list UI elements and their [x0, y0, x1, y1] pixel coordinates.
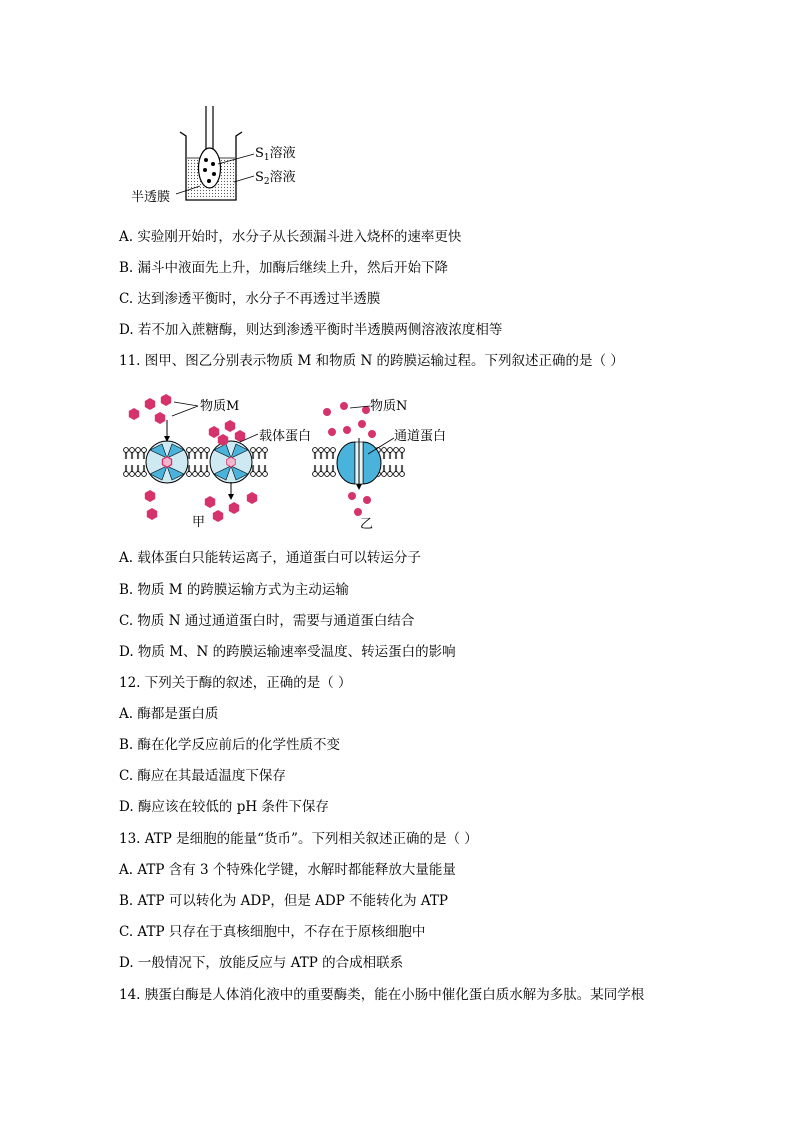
- label-channel-protein: 通道蛋白: [394, 429, 447, 444]
- q10-option-b: B. 漏斗中液面先上升，加酶后继续上升，然后开始下降: [119, 260, 449, 276]
- q13-option-a: A. ATP 含有 3 个特殊化学键，水解时都能释放大量能量: [119, 862, 456, 878]
- q12-stem: 12. 下列关于酶的叙述，正确的是（ ）: [119, 675, 352, 691]
- q10-option-c: C. 达到渗透平衡时，水分子不再透过半透膜: [119, 291, 381, 307]
- membrane-label: 半透膜: [131, 190, 171, 204]
- s2-label: $S_2$溶液: [255, 170, 296, 187]
- q11-stem: 11. 图甲、图乙分别表示物质 M 和物质 N 的跨膜运输过程。下列叙述正确的是（ ）: [119, 353, 624, 369]
- q11-option-b: B. 物质 M 的跨膜运输方式为主动运输: [119, 582, 349, 598]
- q14-stem: 14. 胰蛋白酶是人体消化液中的重要酶类，能在小肠中催化蛋白质水解为多肽。某同学根: [119, 987, 645, 1003]
- q12-option-a: A. 酶都是蛋白质: [119, 706, 219, 722]
- q13-stem: 13. ATP 是细胞的能量“货币”。下列相关叙述正确的是（ ）: [119, 831, 478, 847]
- q13-option-d: D. 一般情况下，放能反应与 ATP 的合成相联系: [119, 955, 404, 971]
- q11-option-d: D. 物质 M、N 的跨膜运输速率受温度、转运蛋白的影响: [119, 644, 456, 660]
- q10-option-d: D. 若不加入蔗糖酶，则达到渗透平衡时半透膜两侧溶液浓度相等: [119, 322, 503, 338]
- label-substance-n: 物质N: [370, 399, 408, 414]
- q10-option-a: A. 实验刚开始时，水分子从长颈漏斗进入烧杯的速率更快: [119, 229, 462, 245]
- label-yi: 乙: [360, 517, 374, 532]
- label-carrier-protein: 载体蛋白: [259, 429, 312, 444]
- membrane-transport-figure: [122, 392, 467, 532]
- q12-option-d: D. 酶应该在较低的 pH 条件下保存: [119, 799, 329, 815]
- osmosis-beaker-figure: [130, 102, 320, 204]
- label-jia: 甲: [192, 515, 206, 530]
- q13-option-c: C. ATP 只存在于真核细胞中，不存在于原核细胞中: [119, 924, 426, 940]
- q12-option-c: C. 酶应在其最适温度下保存: [119, 768, 286, 784]
- q11-option-c: C. 物质 N 通过通道蛋白时，需要与通道蛋白结合: [119, 613, 415, 629]
- q13-option-b: B. ATP 可以转化为 ADP，但是 ADP 不能转化为 ATP: [119, 893, 448, 909]
- s1-label: $S_1$溶液: [255, 146, 296, 163]
- label-substance-m: 物质M: [200, 399, 240, 414]
- q11-option-a: A. 载体蛋白只能转运离子，通道蛋白可以转运分子: [119, 550, 421, 566]
- q12-option-b: B. 酶在化学反应前后的化学性质不变: [119, 737, 341, 753]
